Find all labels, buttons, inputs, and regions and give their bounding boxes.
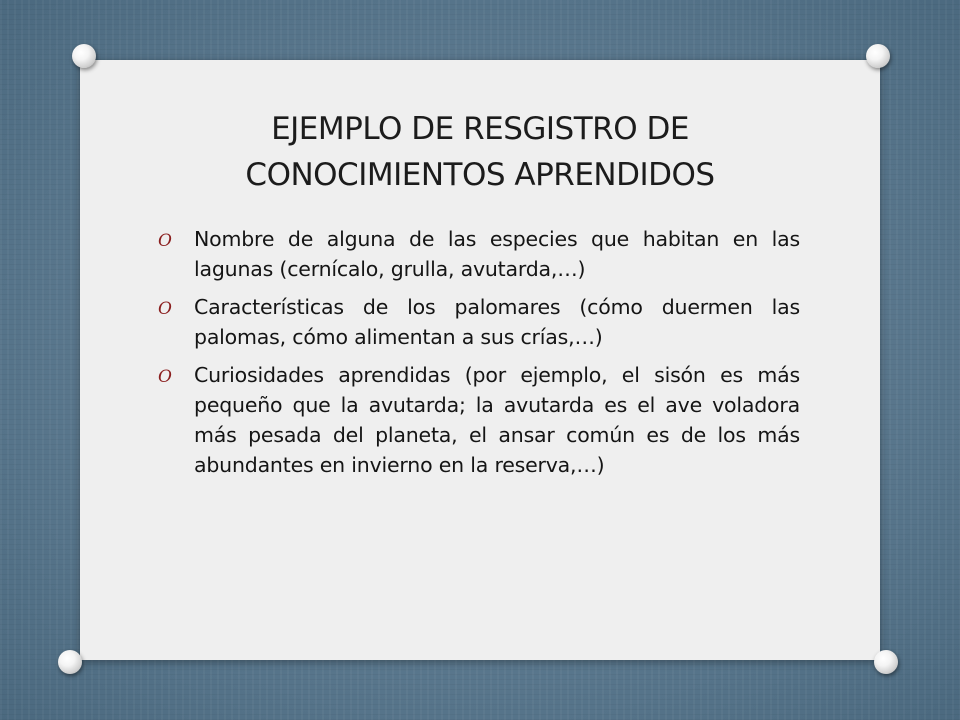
bullet-item [158,292,800,352]
bullet-text: Características de los palomares (cómo duermen las palomas, cómo alimentan a sus crías,…) [194,295,800,349]
bullet-icon: O [158,299,172,319]
slide-title [80,106,880,198]
pushpin-icon [72,44,96,68]
bullet-list [158,224,800,488]
bullet-icon: O [158,231,172,251]
bullet-text: Curiosidades aprendidas (por ejemplo, el sisón es más pequeño que la avutarda; la avutarda es el ave voladora más pesada del planeta, el ansar común es de los más abundantes en invierno en la reserva,…) [194,363,800,477]
pushpin-icon [866,44,890,68]
bullet-item [158,360,800,480]
bullet-text: Nombre de alguna de las especies que habitan en las lagunas (cernícalo, grulla, avutarda,…) [194,227,800,281]
pushpin-icon [58,650,82,674]
bullet-item [158,224,800,284]
slide-title-line-2: CONOCIMIENTOS APRENDIDOS [245,157,715,193]
pushpin-icon [874,650,898,674]
bullet-icon: O [158,367,172,387]
slide-title-line-1: EJEMPLO DE RESGISTRO DE [271,111,689,147]
